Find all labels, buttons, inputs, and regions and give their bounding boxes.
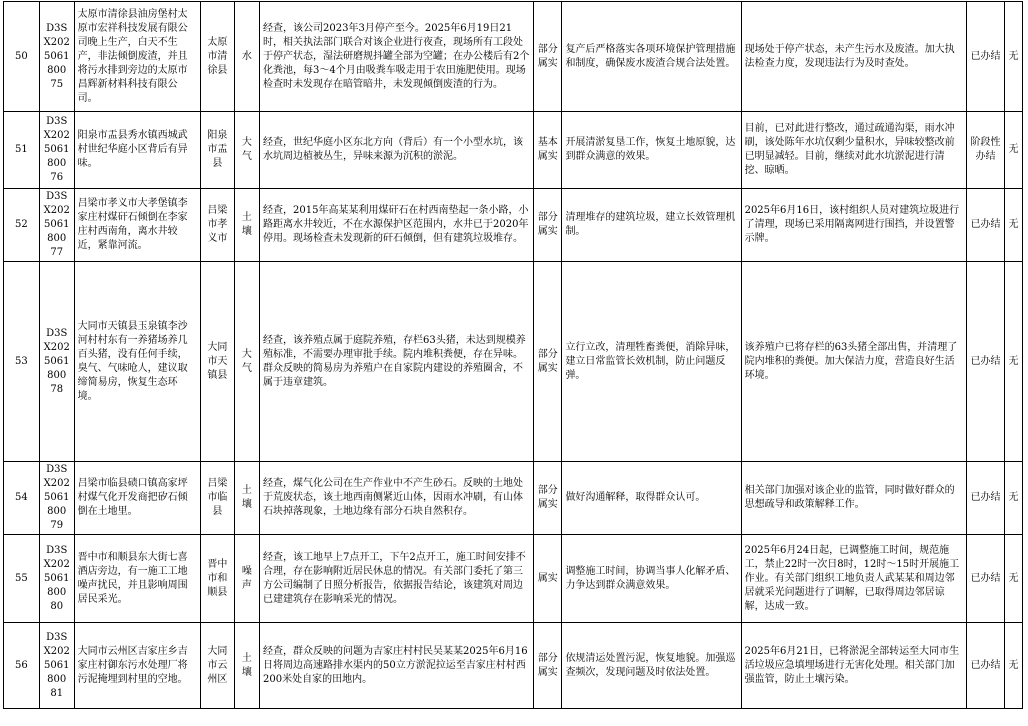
measures-text: 复产后严格落实各项环境保护管理措施和制度，确保废水废渣合规合法处置。 [562, 2, 741, 112]
measures-text: 立行立改，清理牲畜粪便，消除异味，建立日常监管长效机制，防止问题反弹。 [562, 262, 741, 462]
progress-text: 2025年6月21日，已将淤泥全部转运至大同市生活垃圾应急填埋场进行无害化处理。相关部门加强监管，防止土壤污染。 [741, 623, 967, 709]
table-row [4, 189, 1023, 262]
complaint-text: 大同市天镇县玉泉镇李沙河村村东有一养猪场养几百头猪，没有任何手续，臭气、气味呛人，建议取缔简易房，恢复生态环境。 [74, 262, 200, 462]
row-number: 56 [4, 623, 40, 709]
status-label: 已办结 [967, 462, 1005, 535]
table-row [4, 262, 1023, 462]
measures-text: 做好沟通解释，取得群众认可。 [562, 462, 741, 535]
case-code: D3SX2025061800 79 [39, 462, 74, 535]
progress-text: 目前，已对此进行整改，通过疏通沟渠，雨水冲刷，该处陈年水坑仅剩少量积水，异味较整改前已明显减轻。目前，继续对此水坑淤泥进行清挖、晾晒。 [741, 112, 967, 189]
verdict-label: 部分属实 [534, 262, 562, 462]
investigation-text: 经查，世纪华庭小区东北方向（背后）有一个小型水坑，该水坑周边植被丛生，异味来源为沉积的淤泥。 [260, 112, 534, 189]
progress-text: 相关部门加强对该企业的监管，同时做好群众的思想疏导和政策解释工作。 [741, 462, 967, 535]
row-number: 50 [4, 2, 40, 112]
row-number: 55 [4, 535, 40, 623]
progress-text: 现场处于停产状态，未产生污水及废渣。加大执法检查力度，发现违法行为及时查处。 [741, 2, 967, 112]
status-label: 已办结 [967, 189, 1005, 262]
table-row [4, 462, 1023, 535]
row-number: 52 [4, 189, 40, 262]
pollution-type: 大气 [234, 112, 259, 189]
progress-text: 2025年6月24日起，已调整施工时间，规范施工，禁止22时一次日8时，12时～15时开展施工作业。有关部门组织工地负责人武某某和周边邻居就采光问题进行了调解，已取得周边邻居谅解，达成一致。 [741, 535, 967, 623]
measures-text: 清理堆存的建筑垃圾，建立长效管理机制。 [562, 189, 741, 262]
complaint-text: 吕梁市临县碛口镇高家坪村煤气化开发商把矽石倾倒在土地里。 [74, 462, 200, 535]
case-code: D3SX2025061800 81 [39, 623, 74, 709]
case-code: D3SX2025061800 77 [39, 189, 74, 262]
case-code: D3SX2025061800 76 [39, 112, 74, 189]
verdict-label: 基本属实 [534, 112, 562, 189]
verdict-label: 部分属实 [534, 462, 562, 535]
table-row [4, 2, 1023, 112]
status-label: 已办结 [967, 535, 1005, 623]
verdict-label: 部分属实 [534, 2, 562, 112]
area-name: 吕梁市临县 [201, 462, 235, 535]
measures-text: 开展清淤复垦工作，恢复土地原貌，达到群众满意的效果。 [562, 112, 741, 189]
investigation-text: 经查，2015年高某某利用煤矸石在村西南垫起一条小路，小路距离水井较近，不在水源保护区范围内，水井已于2020年停用。现场检查未发现新的矸石倾倒，但有建筑垃圾堆存。 [260, 189, 534, 262]
status-label: 阶段性办结 [967, 112, 1005, 189]
progress-text: 2025年6月16日，该村组织人员对建筑垃圾进行了清理，现场已采用隔离网进行围挡，并设置警示牌。 [741, 189, 967, 262]
investigation-text: 经查，煤气化公司在生产作业中不产生砂石。反映的土地处于荒废状态，该土地西南侧紧近山体，因雨水冲刷，有山体石块掉落现象，土地边缘有部分石块自然积存。 [260, 462, 534, 535]
accountability-label: 无 [1005, 535, 1023, 623]
case-table [3, 1, 1023, 709]
investigation-text: 经查，该公司2023年3月停产至今。2025年6月19日21时，相关执法部门联合对该企业进行夜查，现场所有工段处于停产状态，湿法研磨规抖罐全部为空罐；在办公楼后有2个化粪池，每3～4个月由吸粪车吸走用于农田施肥使用。现场检查时未发现存在暗管暗井，未发现倾倒废渣的行为。 [260, 2, 534, 112]
table-row [4, 112, 1023, 189]
case-code: D3SX2025061800 78 [39, 262, 74, 462]
complaint-text: 阳泉市盂县秀水镇西城武村世纪华庭小区背后有异味。 [74, 112, 200, 189]
case-code: D3SX2025061800 80 [39, 535, 74, 623]
table-row [4, 623, 1023, 709]
row-number: 53 [4, 262, 40, 462]
case-code: D3SX2025061800 75 [39, 2, 74, 112]
pollution-type: 土壤 [234, 189, 259, 262]
accountability-label: 无 [1005, 462, 1023, 535]
pollution-type: 大气 [234, 262, 259, 462]
progress-text: 该养殖户已将存栏的63头猪全部出售，并清理了院内堆积的粪便。加大保洁力度，营造良好生活环境。 [741, 262, 967, 462]
status-label: 已办结 [967, 2, 1005, 112]
area-name: 阳泉市盂县 [201, 112, 235, 189]
investigation-text: 经查，该养殖点属于庭院养殖，存栏63头猪，未达到规模养殖标准，不需要办理审批手续。院内堆积粪便，存在异味。群众反映的简易房为养殖户在自家院内建设的养殖圈舍，不属于违章建筑。 [260, 262, 534, 462]
investigation-text: 经查，群众反映的问题为吉家庄村村民吴某某2025年6月16日将周边高速路排水渠内的50立方淤泥拉运至吉家庄村村西200米处自家的田地内。 [260, 623, 534, 709]
area-name: 晋中市和顺县 [201, 535, 235, 623]
pollution-type: 土壤 [234, 623, 259, 709]
row-number: 54 [4, 462, 40, 535]
status-label: 已办结 [967, 623, 1005, 709]
verdict-label: 部分属实 [534, 189, 562, 262]
pollution-type: 噪声 [234, 535, 259, 623]
verdict-label: 属实 [534, 535, 562, 623]
accountability-label: 无 [1005, 189, 1023, 262]
accountability-label: 无 [1005, 112, 1023, 189]
verdict-label: 部分属实 [534, 623, 562, 709]
area-name: 太原市清徐县 [201, 2, 235, 112]
accountability-label: 无 [1005, 262, 1023, 462]
investigation-text: 经查，该工地早上7点开工，下午2点开工，施工时间安排不合理，存在影响附近居民休息的情况。有关部门委托了第三方公司编制了日照分析报告，依据报告结论，该建筑对周边已建建筑存在影响采光的情况。 [260, 535, 534, 623]
complaint-text: 吕梁市孝义市大孝堡镇李家庄村煤矸石倾倒在李家庄村西南角，离水井较近，紧靠河流。 [74, 189, 200, 262]
complaint-text: 太原市清徐县油房堡村太原市宏祥科技发展有限公司晚上生产，白天不生产，非法倾倒废渣，并且将污水排到旁边的太原市昌辉新材料科技有限公司。 [74, 2, 200, 112]
pollution-type: 水 [234, 2, 259, 112]
area-name: 大同市云州区 [201, 623, 235, 709]
area-name: 吕梁市孝义市 [201, 189, 235, 262]
complaint-text: 大同市云州区吉家庄乡吉家庄村御东污水处理厂将污泥掩埋到村里的空地。 [74, 623, 200, 709]
row-number: 51 [4, 112, 40, 189]
complaint-text: 晋中市和顺县东大街七喜酒店旁边，有一施工工地噪声扰民，并且影响周围居民采光。 [74, 535, 200, 623]
accountability-label: 无 [1005, 623, 1023, 709]
measures-text: 依规清运处置污泥，恢复地貌。加强巡查频次，发现问题及时依法处置。 [562, 623, 741, 709]
status-label: 已办结 [967, 262, 1005, 462]
area-name: 大同市天镇县 [201, 262, 235, 462]
pollution-type: 土壤 [234, 462, 259, 535]
accountability-label: 无 [1005, 2, 1023, 112]
table-row [4, 535, 1023, 623]
case-table-body [4, 2, 1023, 709]
measures-text: 调整施工时间，协调当事人化解矛盾、力争达到群众满意效果。 [562, 535, 741, 623]
